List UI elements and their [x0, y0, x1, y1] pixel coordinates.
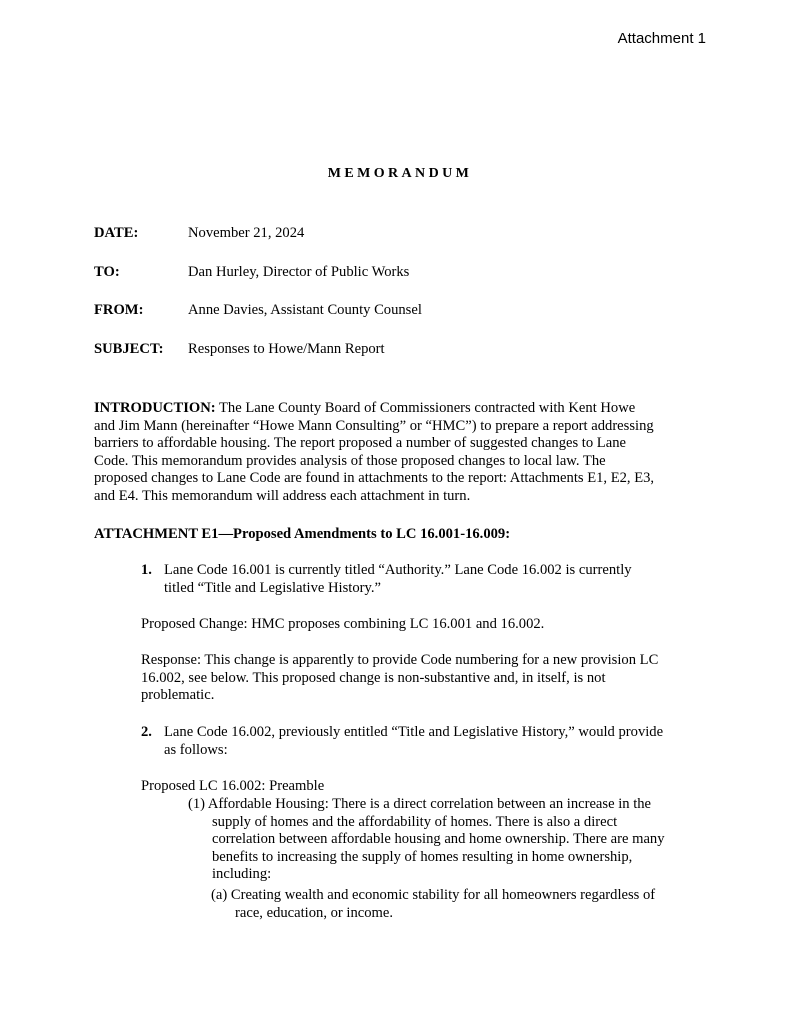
introduction-line: and E4. This memorandum will address each attachment in turn. — [94, 487, 471, 504]
response-line: problematic. — [141, 687, 215, 703]
memo-title: MEMORANDUM — [327, 166, 473, 181]
subsection-line: (a) Creating wealth and economic stability for all homeowners regardless of — [211, 887, 656, 903]
introduction-line: proposed changes to Lane Code are found in attachments to the report: Attachments E1, E2, E3, — [94, 470, 655, 486]
item-number: 1. — [141, 562, 152, 578]
subsection-line: (1) Affordable Housing: There is a direct correlation between an increase in the — [188, 796, 652, 812]
subject-label: SUBJECT: — [94, 341, 164, 357]
to-label: TO: — [94, 264, 120, 280]
subsection-line: correlation between affordable housing and home ownership. There are many — [212, 831, 665, 847]
response-line: Response: This change is apparently to provide Code numbering for a new provision LC — [141, 652, 659, 668]
attachment-e1-heading: ATTACHMENT E1—Proposed Amendments to LC 16.001-16.009: — [94, 526, 511, 542]
item-number: 2. — [141, 724, 152, 740]
subsection-line: benefits to increasing the supply of homes resulting in home ownership, — [212, 848, 633, 865]
introduction-lead: INTRODUCTION: — [94, 400, 216, 416]
introduction-line: barriers to affordable housing. The report proposed a number of suggested changes to Lane — [94, 435, 626, 451]
introduction-paragraph — [94, 400, 706, 505]
introduction-line: INTRODUCTION: The Lane County Board of Commissioners contracted with Kent Howe — [94, 400, 636, 416]
proposed-lc-heading: Proposed LC 16.002: Preamble — [141, 778, 325, 794]
introduction-line: Code. This memorandum provides analysis of those proposed changes to local law. The — [94, 452, 606, 469]
proposed-change-1: Proposed Change: HMC proposes combining LC 16.001 and 16.002. — [141, 616, 545, 632]
item-text: Lane Code 16.002, previously entitled “Title and Legislative History,” would provide — [164, 724, 664, 740]
list-item-1 — [141, 562, 707, 597]
attachment-label: Attachment 1 — [617, 30, 706, 47]
item-text: Lane Code 16.001 is currently titled “Authority.” Lane Code 16.002 is currently — [164, 562, 632, 578]
subject-value: Responses to Howe/Mann Report — [188, 341, 385, 357]
subsection-line: supply of homes and the affordability of homes. There is also a direct — [212, 813, 618, 830]
response-1 — [141, 652, 707, 705]
date-label: DATE: — [94, 225, 139, 241]
item-text: titled “Title and Legislative History.” — [164, 579, 381, 596]
subsection-1 — [188, 796, 706, 884]
list-item-2 — [141, 724, 707, 759]
date-value: November 21, 2024 — [188, 225, 305, 241]
subsection-1a — [211, 887, 706, 922]
subsection-line: race, education, or income. — [235, 904, 394, 921]
response-line: 16.002, see below. This proposed change is non-substantive and, in itself, is not — [141, 669, 606, 686]
introduction-line: and Jim Mann (hereinafter “Howe Mann Consulting” or “HMC”) to prepare a report addressing — [94, 417, 654, 434]
subsection-line: including: — [212, 866, 272, 882]
from-value: Anne Davies, Assistant County Counsel — [188, 302, 422, 318]
to-value: Dan Hurley, Director of Public Works — [188, 264, 410, 280]
from-label: FROM: — [94, 302, 144, 318]
item-text: as follows: — [164, 741, 228, 758]
